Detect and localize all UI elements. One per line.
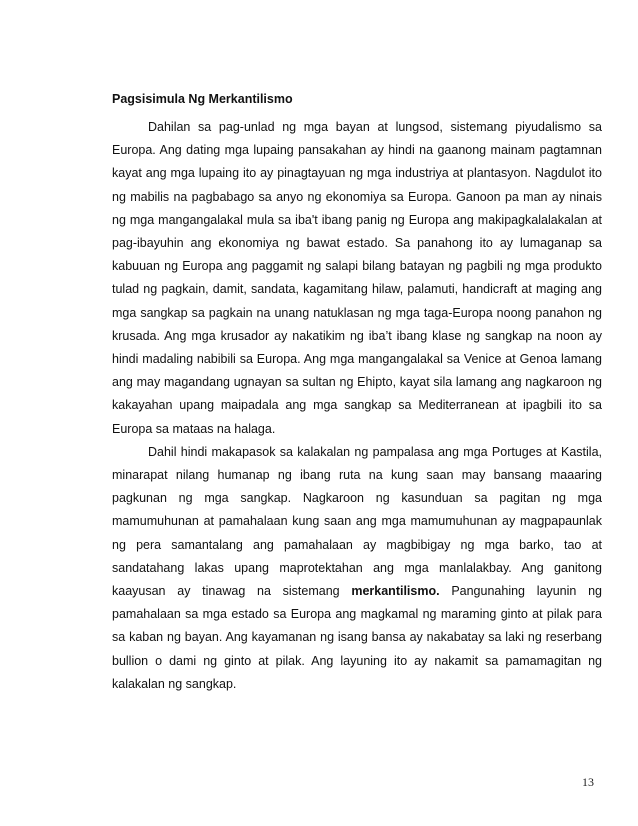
paragraph-2 [112, 441, 602, 696]
section-title: Pagsisimula Ng Merkantilismo [112, 92, 293, 106]
paragraph-2-text-after: Pangunahing layunin ng pamahalaan sa mga estado sa Europa ang magkamal ng maraming ginto at pilak para sa kaban ng bayan. Ang kayamanan ng isang bansa ay nakabatay sa laki ng reserbang bullion o dami ng ginto at pilak. Ang layuning ito ay nakamit sa pamamagitan ng kalakalan ng sangkap. [112, 584, 602, 691]
page-number: 13 [582, 775, 594, 789]
paragraph-2-text-before: Dahil hindi makapasok sa kalakalan ng pampalasa ang mga Portuges at Kastila, minarapat nilang humanap ng ibang ruta na kung saan may bansang maaaring pagkunan ng mga sangkap. Nagkaroon ng kasunduan sa pagitan ng mga mamumuhunan at pamahalaan kung saan ang mga mamumuhunan ay magpapaunlak ng pera samantalang ang pamahalaan ay magbibigay ng mga barko, tao at sandatahang lakas upang maprotektahan ang mga manlalakbay. Ang ganitong kaayusan ay tinawag na sistemang [112, 444, 602, 599]
keyword-merkantilismo: merkantilismo. [351, 584, 440, 599]
paragraph-1: Dahilan sa pag-unlad ng mga bayan at lungsod, sistemang piyudalismo sa Europa. Ang dating mga lupaing pansakahan ay hindi na gaanong mainam pagtamnan kayat ang mga lupaing ito ay pinagtayuan ng mga industriya at plantasyon. Nagdulot ito ng mabilis na pagbabago sa anyo ng ekonomiya sa Europa. Ganoon pa man ay ninais ng mga mangangalakal mula sa iba't ibang panig ng Europa ang makipagkalalakalan at pag-ibayuhin ang ekonomiya ng bawat estado. Sa panahong ito ay lumaganap sa kabuuan ng Europa ang paggamit ng salapi bilang batayan ng pagbili ng mga produkto tulad ng pagkain, damit, sandata, kagamitang hilaw, palamuti, handicraft at maging ang mga sangkap sa pagkain na unang natuklasan ng mga taga-Europa noong panahon ng krusada. Ang mga krusador ay nakatikim ng iba’t ibang klase ng sangkap na noon ay hindi madaling nabibili sa Europa. Ang mga mangangalakal sa Venice at Genoa lamang ang may magandang ugnayan sa sultan ng Ehipto, kayat sila lamang ang nagkaroon ng kakayahan upang maipadala ang mga sangkap sa Mediterranean at ipagbili ito sa Europa sa mataas na halaga. [112, 120, 602, 436]
body-text [112, 116, 602, 696]
